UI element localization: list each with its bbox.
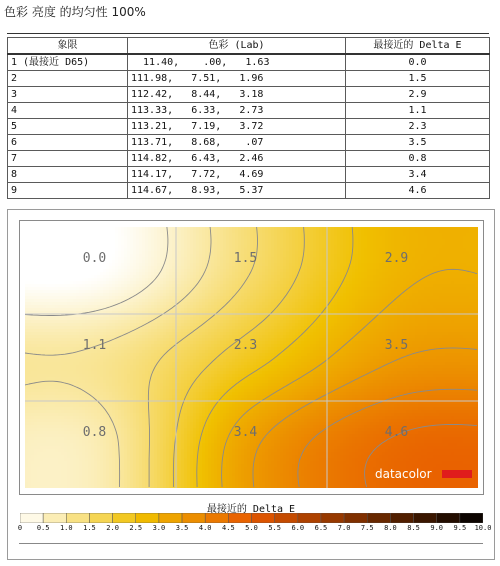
delta-e-cell: 3.4 (346, 167, 490, 183)
colorbar-tick-label: 8.5 (407, 524, 420, 532)
colorbar-tick-label: 2.5 (129, 524, 142, 532)
colorbar-tick-label: 9.5 (454, 524, 467, 532)
colorbar-segment (321, 513, 344, 523)
colorbar-segment (113, 513, 136, 523)
delta-e-cell: 0.0 (346, 54, 490, 71)
colorbar-segment (136, 513, 159, 523)
quadrant-cell: 1 (最接近 D65) (8, 54, 128, 71)
quadrant-value-label: 2.3 (234, 338, 257, 353)
lab-cell: 114.17, 7.72, 4.69 (128, 167, 346, 183)
delta-e-cell: 4.6 (346, 183, 490, 199)
delta-e-cell: 1.1 (346, 103, 490, 119)
colorbar-segment (43, 513, 66, 523)
colorbar-segment (437, 513, 460, 523)
colorbar-tick-label: 2.0 (106, 524, 119, 532)
quadrant-value-label: 3.5 (385, 338, 408, 353)
lab-cell: 11.40, .00, 1.63 (128, 54, 346, 71)
colorbar-ticks (8, 524, 494, 538)
quadrant-cell: 2 (8, 71, 128, 87)
colorbar-segment (390, 513, 413, 523)
heatmap-frame (19, 220, 484, 495)
colorbar-segment (228, 513, 251, 523)
quadrant-value-label: 0.0 (83, 251, 106, 266)
colorbar-segment (205, 513, 228, 523)
colorbar-tick-label: 0.5 (37, 524, 50, 532)
colorbar-tick-label: 6.0 (291, 524, 304, 532)
colorbar-tick-label: 3.0 (153, 524, 166, 532)
table-row (8, 54, 490, 71)
table-row (8, 167, 490, 183)
colorbar-tick-label: 8.0 (384, 524, 397, 532)
page-title: 色彩 亮度 的均匀性 100% (4, 3, 146, 20)
colorbar-tick-label: 0 (18, 524, 22, 532)
colorbar-segment (159, 513, 182, 523)
lab-cell: 114.67, 8.93, 5.37 (128, 183, 346, 199)
colorbar-segment (182, 513, 205, 523)
lab-cell: 112.42, 8.44, 3.18 (128, 87, 346, 103)
uniformity-heatmap-panel (7, 209, 495, 560)
quadrant-cell: 8 (8, 167, 128, 183)
quadrant-cell: 9 (8, 183, 128, 199)
colorbar-tick-label: 7.5 (361, 524, 374, 532)
lab-cell: 113.33, 6.33, 2.73 (128, 103, 346, 119)
column-header-quadrant: 象限 (8, 38, 128, 55)
table-header-row (8, 38, 490, 55)
colorbar-tick-label: 10.0 (475, 524, 492, 532)
datacolor-logo: datacolor (375, 467, 432, 481)
quadrant-cell: 7 (8, 151, 128, 167)
quadrant-value-label: 0.8 (83, 425, 106, 440)
table-row (8, 103, 490, 119)
uniformity-heatmap (25, 227, 478, 488)
quadrant-cell: 6 (8, 135, 128, 151)
colorbar-segment (275, 513, 298, 523)
delta-e-cell: 1.5 (346, 71, 490, 87)
colorbar-segment (414, 513, 437, 523)
table-top-rule (7, 33, 489, 34)
table-row (8, 71, 490, 87)
delta-e-cell: 0.8 (346, 151, 490, 167)
quadrant-value-label: 1.1 (83, 338, 106, 353)
colorbar-title: 最接近的 Delta E (8, 500, 494, 515)
uniformity-table-container (7, 37, 489, 199)
column-header-delta-e: 最接近的 Delta E (346, 38, 490, 55)
lab-cell: 113.71, 8.68, .07 (128, 135, 346, 151)
quadrant-value-label: 4.6 (385, 425, 408, 440)
panel-bottom-rule (19, 543, 483, 544)
column-header-lab: 色彩 (Lab) (128, 38, 346, 55)
lab-cell: 113.21, 7.19, 3.72 (128, 119, 346, 135)
colorbar-segment (298, 513, 321, 523)
colorbar-tick-label: 3.5 (176, 524, 189, 532)
lab-cell: 111.98, 7.51, 1.96 (128, 71, 346, 87)
delta-e-cell: 2.3 (346, 119, 490, 135)
colorbar-tick-label: 5.0 (245, 524, 258, 532)
delta-e-cell: 3.5 (346, 135, 490, 151)
lab-cell: 114.82, 6.43, 2.46 (128, 151, 346, 167)
colorbar-tick-label: 4.5 (222, 524, 235, 532)
quadrant-value-label: 3.4 (234, 425, 258, 440)
colorbar-tick-label: 7.0 (338, 524, 351, 532)
quadrant-cell: 4 (8, 103, 128, 119)
colorbar-segment (460, 513, 483, 523)
table-row (8, 151, 490, 167)
delta-e-cell: 2.9 (346, 87, 490, 103)
colorbar-segment (252, 513, 275, 523)
quadrant-cell: 5 (8, 119, 128, 135)
table-row (8, 135, 490, 151)
uniformity-table (7, 37, 490, 199)
colorbar-tick-label: 6.5 (315, 524, 328, 532)
colorbar-tick-label: 1.5 (83, 524, 96, 532)
colorbar-segment (66, 513, 89, 523)
table-row (8, 87, 490, 103)
colorbar-segment (20, 513, 43, 523)
colorbar-segment (89, 513, 112, 523)
colorbar-tick-label: 9.0 (430, 524, 443, 532)
colorbar (20, 513, 483, 523)
datacolor-logo-bar (442, 470, 472, 478)
heatmap-surface (25, 227, 478, 488)
quadrant-value-label: 1.5 (234, 251, 257, 266)
colorbar-segment (367, 513, 390, 523)
colorbar-tick-label: 4.0 (199, 524, 212, 532)
quadrant-cell: 3 (8, 87, 128, 103)
quadrant-value-label: 2.9 (385, 251, 408, 266)
colorbar-tick-label: 5.5 (268, 524, 281, 532)
table-row (8, 119, 490, 135)
colorbar-segment (344, 513, 367, 523)
table-row (8, 183, 490, 199)
colorbar-tick-label: 1.0 (60, 524, 73, 532)
